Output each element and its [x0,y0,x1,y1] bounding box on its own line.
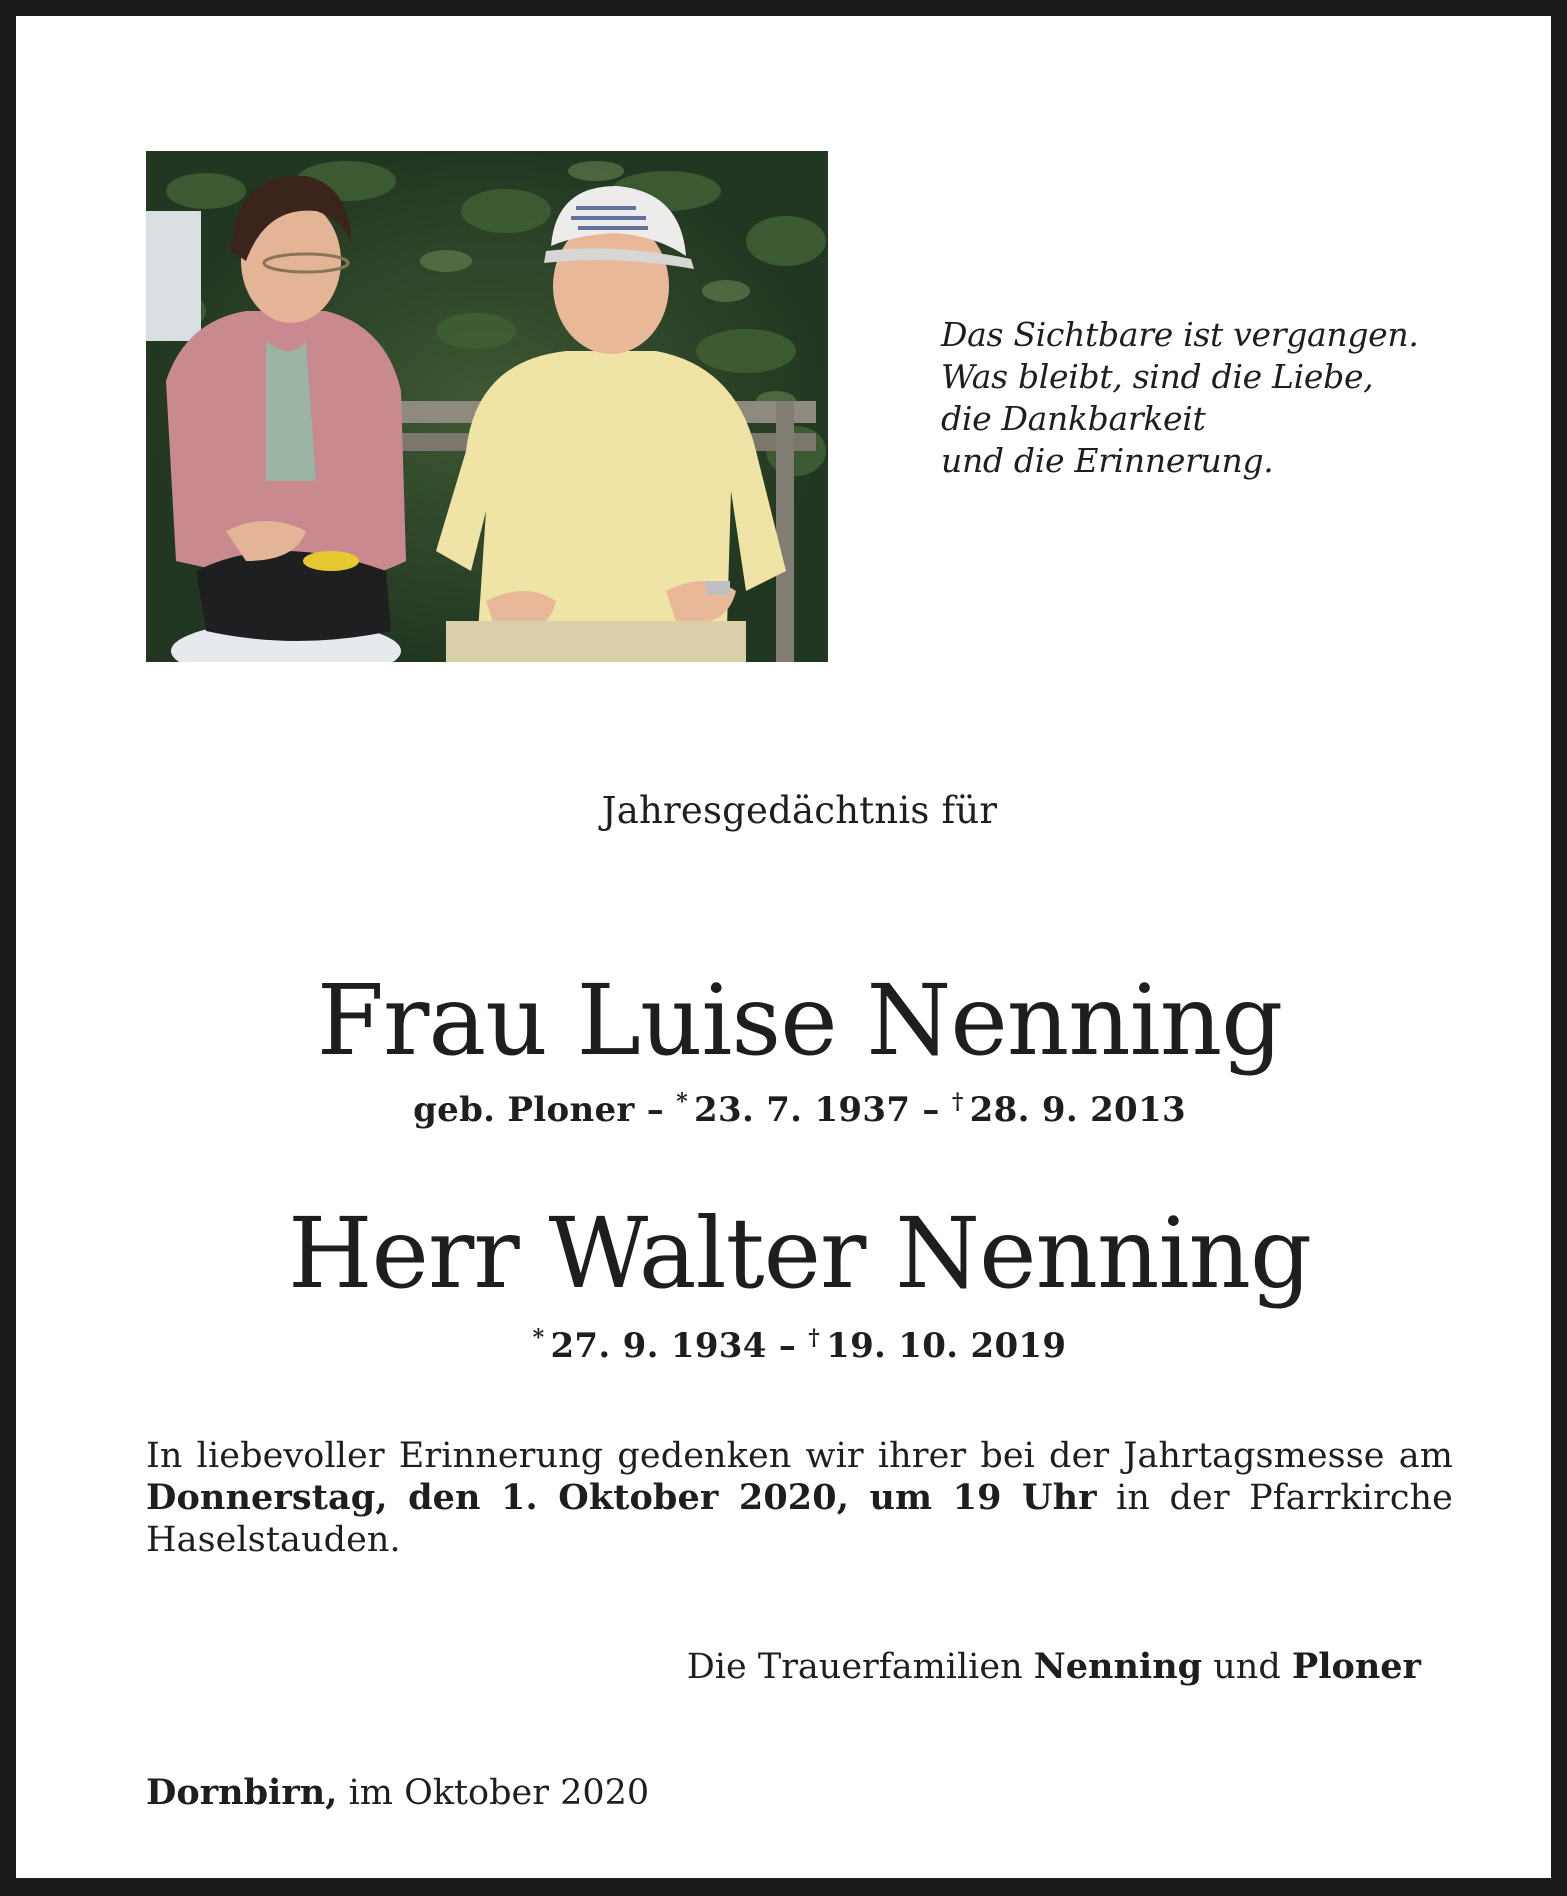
photo-illustration [146,151,828,662]
couple-photo [146,151,828,662]
quote-line: die Dankbarkeit [941,399,1206,438]
announcement-intro: In liebevoller Erinnerung gedenken wir ihrer bei der Jahrtagsmesse am [146,1436,1453,1476]
family-name-nenning: Nenning [1033,1646,1203,1687]
birth-symbol: * [676,1089,689,1115]
quote-line: und die Erinnerung. [941,441,1274,480]
person2-birth-date: 27. 9. 1934 – [550,1326,797,1366]
person2-death-date: 19. 10. 2019 [826,1326,1067,1366]
person2-dates [16,1325,1567,1366]
mourning-families [687,1646,1421,1687]
families-connector: und [1202,1647,1292,1687]
quote-line: Was bleibt, sind die Liebe, [941,357,1374,396]
person1-name: Frau Luise Nenning [316,964,1283,1077]
death-symbol: † [951,1089,964,1115]
family-name-ploner: Ploner [1291,1646,1421,1687]
person1-born-name: geb. Ploner – [413,1090,665,1130]
date-text: im Oktober 2020 [337,1773,650,1813]
announcement-location: in der Pfarrkirche Haselstauden. [146,1478,1453,1560]
families-prefix: Die Trauerfamilien [686,1647,1034,1687]
death-symbol: † [808,1325,821,1351]
person1-birth-date: 23. 7. 1937 – [694,1090,940,1130]
memorial-intro: Jahresgedächtnis für [601,789,998,832]
place-name: Dornbirn, [146,1772,338,1813]
announcement-text [146,1435,1453,1561]
place-and-date [146,1772,649,1813]
mass-date-time: Donnerstag, den 1. Oktober 2020, um 19 Uhr [146,1477,1097,1518]
birth-symbol: * [532,1325,545,1351]
memorial-quote [941,314,1419,482]
quote-line: Das Sichtbare ist vergangen. [941,315,1419,354]
person1-dates [16,1089,1567,1130]
person2-name: Herr Walter Nenning [287,1197,1312,1310]
person1-death-date: 28. 9. 2013 [969,1090,1186,1130]
